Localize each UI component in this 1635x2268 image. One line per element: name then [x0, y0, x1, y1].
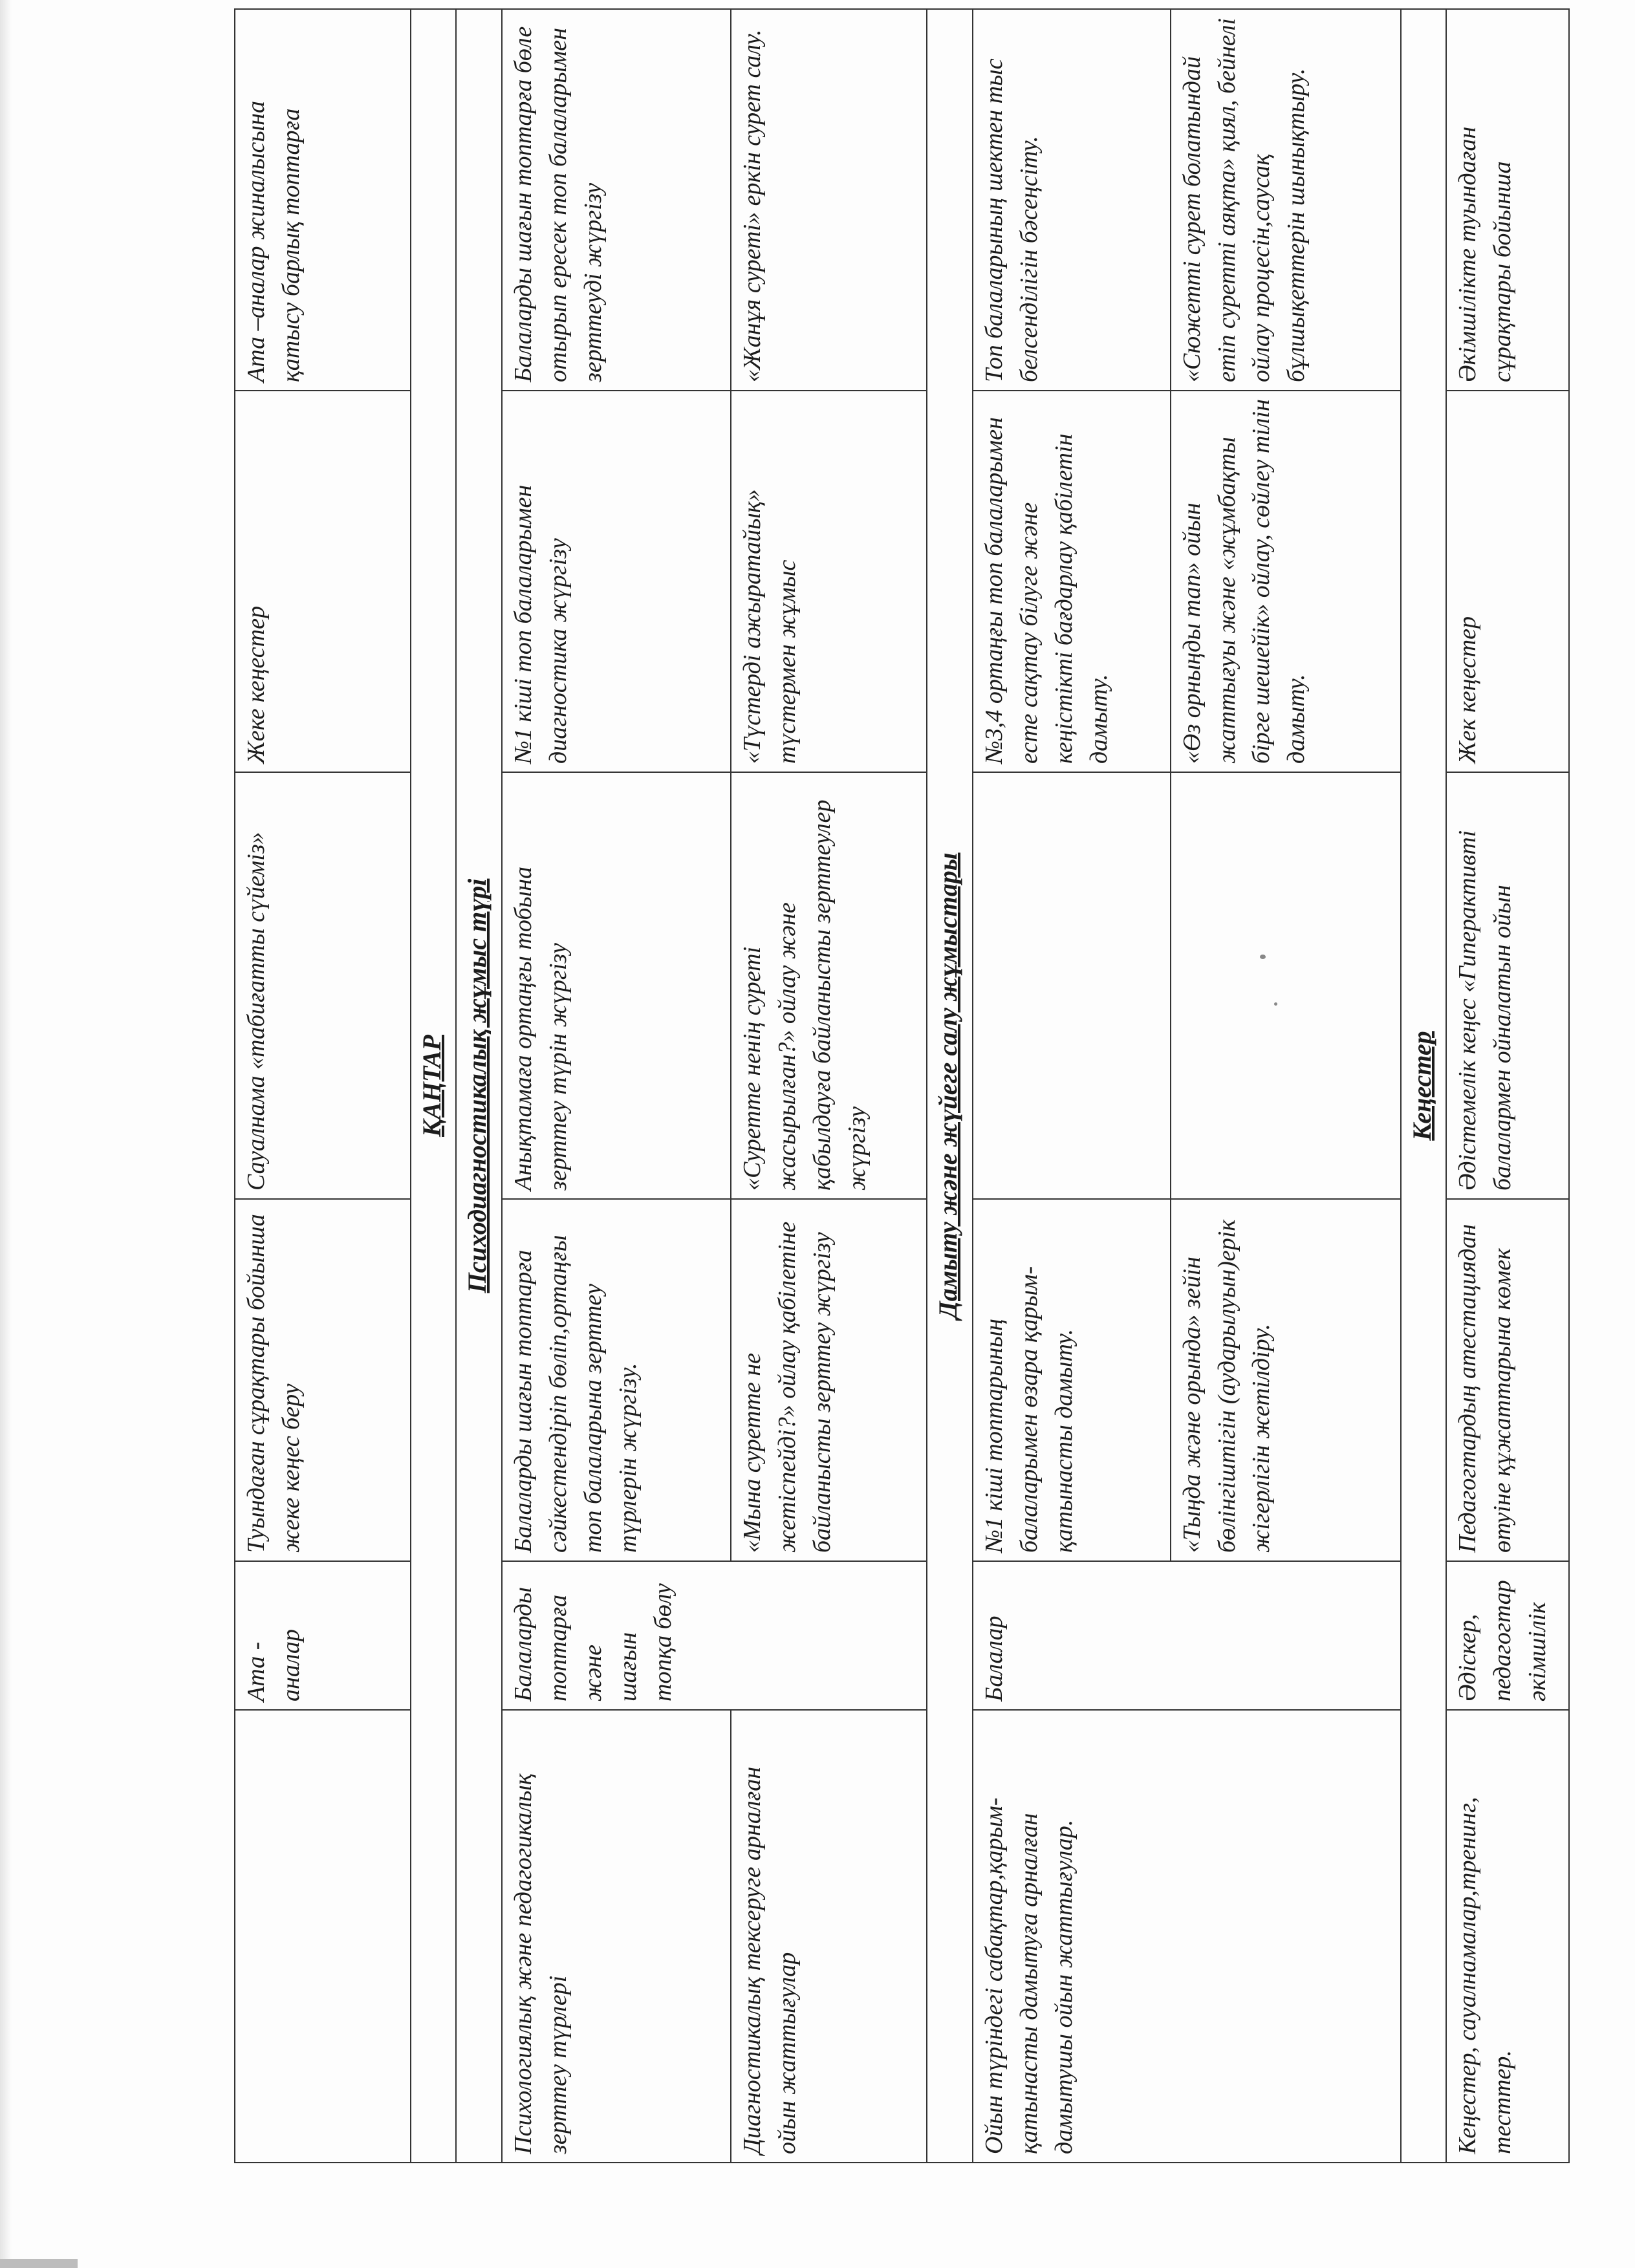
row3-cell-2: Балалар [973, 1561, 1401, 1710]
row5-cell-1: Кеңестер, сауалнамалар,тренинг, тесттер. [1446, 1710, 1569, 2163]
section-row-development [927, 9, 972, 2163]
month-title [411, 9, 456, 2163]
row1-cell-6: Балаларды шағын топтарға бөле отырып ересек топ балаларымен зерттеуді жүргізу [502, 9, 731, 391]
section-title-text: Психодиагностикалық жұмыс түрі [462, 878, 492, 1293]
scan-shadow [0, 2259, 78, 2268]
row2-cell-5: «Түстерді ажыратайық» түстермен жұмыс [731, 391, 927, 772]
row2-cell-1: Диагностикалық тексеруге арналған ойын жаттығулар [731, 1710, 927, 2163]
header-cell-4: Сауалнама «табиғатты сүйеміз» [235, 772, 411, 1199]
row5-cell-5: Жек кеңестер [1446, 391, 1569, 772]
row2-cell-3: «Мына суретте не жетіспейді?» ойлау қабілетіне байланысты зерттеу жүргізу [731, 1199, 927, 1561]
row4-cell-3: «Тыңда және орында» зейін бөлінгіштігін (аударылуын)ерік жігерлігін жетілдіру. [1171, 1199, 1401, 1561]
header-cell-1 [235, 1710, 411, 2163]
section-title-text: Кеңестер [1407, 1031, 1436, 1141]
row3-cell-5: №3,4 ортаңғы топ балаларымен есте сақтау білуге және кеңістікті бағдарлау қабілетін дамыту. [973, 391, 1171, 772]
row3-cell-6: Топ балаларының шектен тыс белсенділігін бәсеңсіту. [973, 9, 1171, 391]
section-row-consultations [1401, 9, 1446, 2163]
row3-cell-1: Ойын түріндегі сабақтар,қарым-қатынасты дамытуға арналған дамытушы ойын жаттығулар. [973, 1710, 1401, 2163]
row4-cell-5: «Өз орныңды тап» ойын жаттығуы және «жұмбақты бірге шешейік» ойлау, сөйлеу тілін дамыту. [1171, 391, 1401, 772]
header-cell-6: Ата –аналар жиналысына қатысу барлық топтарға [235, 9, 411, 391]
row5-cell-6: Әкімшілікте туындаған сұрақтары бойынша [1446, 9, 1569, 391]
table-row [731, 9, 927, 2163]
row1-cell-4: Анықтамаға ортаңғы тобына зерттеу түрін жүргізу [502, 772, 731, 1199]
section-title-psychodiagnostics [456, 9, 501, 2163]
row1-cell-3: Балаларды шағын топтарға сәйкестендіріп бөліп,ортаңғы топ балаларына зерттеу түрлерін жүргізу. [502, 1199, 731, 1561]
row4-cell-6: «Сюжетті сурет болатындай етіп суретті аяқта» қиял, бейнелі ойлау процесін,саусақ бұлшықеттерін шынықтыру. [1171, 9, 1401, 391]
section-title-development [927, 9, 972, 2163]
row2-cell-6: «Жанұя суреті» еркін сурет салу. [731, 9, 927, 391]
section-title-text: Дамыту және жүйеге салу жұмыстары [933, 852, 963, 1319]
row5-cell-3: Педагогтардың атестациядан өтуіне құжаттарына көмек [1446, 1199, 1569, 1561]
row2-cell-4: «Суретте ненің суреті жасырылған?» ойлау және қабылдауға байланысты зерттеулер жүргізу [731, 772, 927, 1199]
table-row [1446, 9, 1569, 2163]
row1-cell-1: Психологиялық және педагогикалық зерттеу түрлері [502, 1710, 731, 2163]
row1-cell-2: Балаларды топтарға және шағын топқа бөлу [502, 1561, 927, 1710]
header-cell-5: Жеке кеңестер [235, 391, 411, 772]
row5-cell-4: Әдістемелік кеңес «Гиперактивті балалармен ойналатын ойын [1446, 772, 1569, 1199]
header-cell-3: Туындаған сұрақтары бойынша жеке кеңес беру [235, 1199, 411, 1561]
work-plan-table [234, 8, 1570, 2163]
month-title-text: ҚАҢТАР [417, 1035, 446, 1137]
section-title-consultations [1401, 9, 1446, 2163]
header-cell-participants: Ата - аналар [235, 1561, 411, 1710]
row1-cell-5: №1 кіші топ балаларымен диагностика жүргізу [502, 391, 731, 772]
section-row-psychodiagnostics [456, 9, 501, 2163]
row3-cell-4 [973, 772, 1171, 1199]
row4-cell-4 [1171, 772, 1401, 1199]
table-row [502, 9, 731, 2163]
table-row [973, 9, 1171, 2163]
row5-cell-2: Әдіскер, педагогтар әкімшілік [1446, 1561, 1569, 1710]
row3-cell-3: №1 кіші топтарының балаларымен өзара қарым-қатынасты дамыту. [973, 1199, 1171, 1561]
header-row [235, 9, 411, 2163]
scan-page-edge [0, 0, 12, 2268]
month-row [411, 9, 456, 2163]
